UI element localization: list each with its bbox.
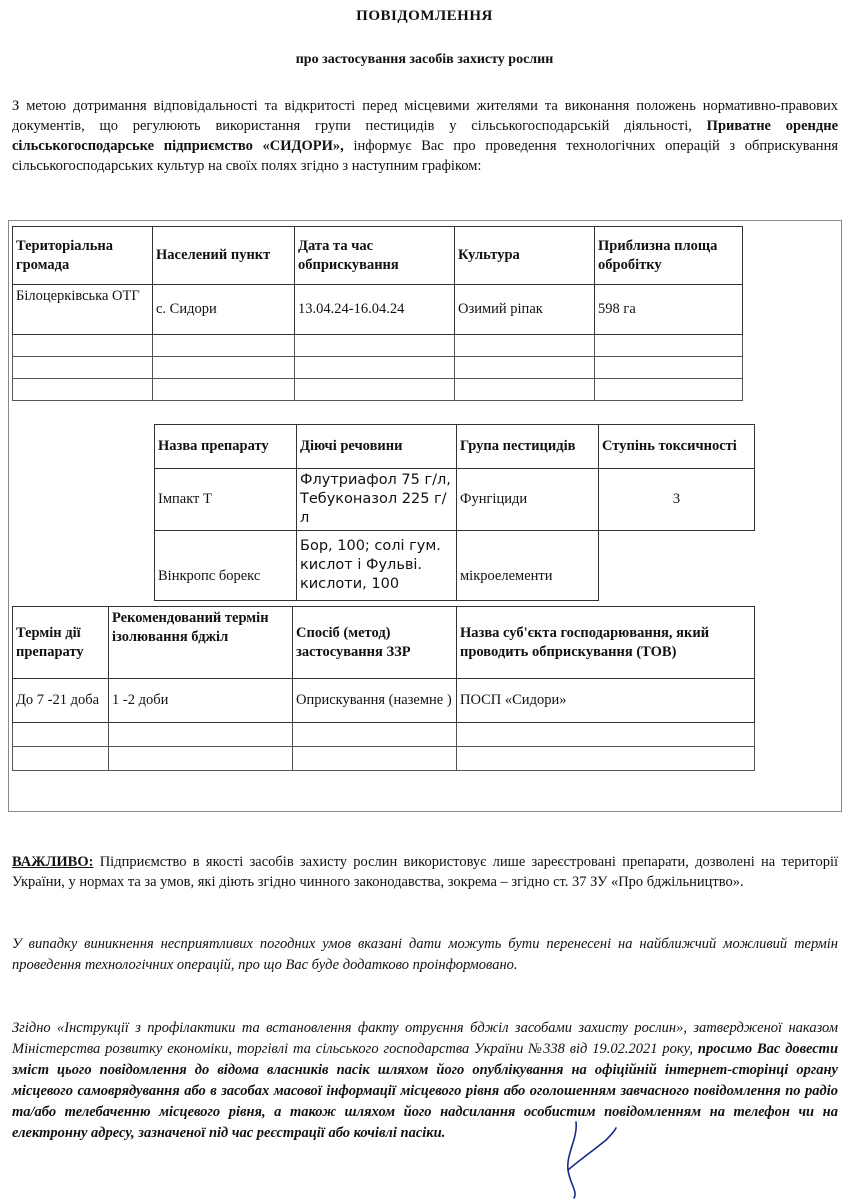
table-row bbox=[13, 379, 743, 401]
cell-dates: 13.04.24-16.04.24 bbox=[295, 285, 455, 335]
weather-note: У випадку виникнення несприятливих погодних умов вказані дати можуть бути перенесені на найближчий можливий термін проведення технологічних операцій, про що Вас буде додатково проінформовано. bbox=[12, 936, 838, 973]
cell-product-name: Вінкропс борекс bbox=[155, 531, 297, 601]
notice-title: ПОВІДОМЛЕННЯ bbox=[356, 8, 493, 24]
header-pesticide-group: Група пестицидів bbox=[457, 425, 599, 469]
products-header-row bbox=[155, 425, 755, 469]
instruction-note bbox=[12, 1018, 838, 1144]
cell-entity: ПОСП «Сидори» bbox=[457, 679, 755, 723]
table-row bbox=[13, 747, 755, 771]
header-application-method: Спосіб (метод) застосування ЗЗР bbox=[293, 607, 457, 679]
notice-subtitle: про застосування засобів захисту рослин bbox=[295, 52, 554, 67]
table-row bbox=[13, 285, 743, 335]
cell-community: Білоцерківська ОТГ bbox=[13, 285, 153, 335]
company-name: Приватне орендне сільськогосподарське підприємство «СИДОРИ», bbox=[12, 118, 839, 154]
table-row bbox=[155, 531, 755, 601]
cell-bee-isolation: 1 -2 доби bbox=[109, 679, 293, 723]
intro-text-end: інформує Вас про проведення технологічних операцій з обприскування сільськогосподарських культур на своїх полях згідно з наступним графіком: bbox=[12, 138, 838, 174]
important-text: Підприємство в якості засобів захисту рослин використовує лише зареєстровані препарати, дозволені на території України, у нормах та за умов, які діють згідно чинного законодавства, зокрема – згідно ст. 37 ЗУ «Про бджільництво». bbox=[12, 854, 838, 890]
instruction-request: просимо Вас довести зміст цього повідомлення до відома власників пасік шляхом його опублікування на офіційній інтернет-сторінці органу місцевого самоврядування або в засобах масової інформації місцевого рівня або оголошенням завчасного повідомлення по радіо та/або телебаченню місцевого рівня, а також шляхом його надсилання особистим повідомленням на телефон чи на електронну адресу, зазначеної під час реєстрації або кочівлі пасіки. bbox=[12, 1041, 839, 1141]
header-toxicity: Ступінь токсичності bbox=[599, 425, 755, 469]
header-duration: Термін дії препарату bbox=[13, 607, 109, 679]
method-table bbox=[12, 606, 755, 771]
cell-pesticide-group: Фунгіциди bbox=[457, 469, 599, 531]
header-community: Територіальна громада bbox=[13, 227, 153, 285]
cell-settlement: с. Сидори bbox=[153, 285, 295, 335]
intro-text-start: З метою дотримання відповідальності та відкритості перед місцевими жителями та виконання положень нормативно-правових документів, що регулюють використання групи пестицидів у сільськогосподарській діяльності, bbox=[12, 98, 838, 134]
products-table bbox=[154, 424, 755, 601]
cell-duration: До 7 -21 доба bbox=[13, 679, 109, 723]
intro-paragraph bbox=[12, 96, 838, 176]
header-culture: Культура bbox=[455, 227, 595, 285]
table-row bbox=[155, 469, 755, 531]
header-entity: Назва суб'єкта господарювання, який проводить обприскування (ТОВ) bbox=[457, 607, 755, 679]
signature-mark bbox=[548, 1118, 618, 1200]
schedule-table bbox=[12, 226, 743, 401]
table-row bbox=[13, 357, 743, 379]
cell-pesticide-group: мікроелементи bbox=[457, 531, 599, 601]
table-row bbox=[13, 679, 755, 723]
header-bee-isolation: Рекомендований термін ізолювання бджіл bbox=[109, 607, 293, 679]
header-active-substances: Діючі речовини bbox=[297, 425, 457, 469]
header-date-time: Дата та час обприскування bbox=[295, 227, 455, 285]
table-row bbox=[13, 723, 755, 747]
table-row bbox=[13, 335, 743, 357]
cell-active-substances: Бор, 100; солі гум. кислот і Фульві. кислоти, 100 bbox=[297, 531, 457, 601]
cell-application-method: Оприскування (наземне ) bbox=[293, 679, 457, 723]
header-area: Приблизна площа обробітку bbox=[595, 227, 743, 285]
header-product-name: Назва препарату bbox=[155, 425, 297, 469]
important-paragraph bbox=[12, 852, 838, 892]
cell-culture: Озимий ріпак bbox=[455, 285, 595, 335]
cell-active-substances: Флутриафол 75 г/л, Тебуконазол 225 г/л bbox=[297, 469, 457, 531]
schedule-header-row bbox=[13, 227, 743, 285]
instruction-text: Згідно «Інструкції з профілактики та встановлення факту отруєння бджіл засобами захисту рослин», затвердженої наказом Міністерства розвитку економіки, торгівлі та сільського господарства України №338 від 19.02.2021 року, bbox=[12, 1020, 838, 1057]
cell-product-name: Імпакт Т bbox=[155, 469, 297, 531]
important-label: ВАЖЛИВО: bbox=[12, 854, 94, 870]
header-settlement: Населений пункт bbox=[153, 227, 295, 285]
method-header-row bbox=[13, 607, 755, 679]
cell-toxicity: 3 bbox=[599, 469, 755, 531]
cell-toxicity bbox=[599, 531, 755, 601]
cell-area: 598 га bbox=[595, 285, 743, 335]
